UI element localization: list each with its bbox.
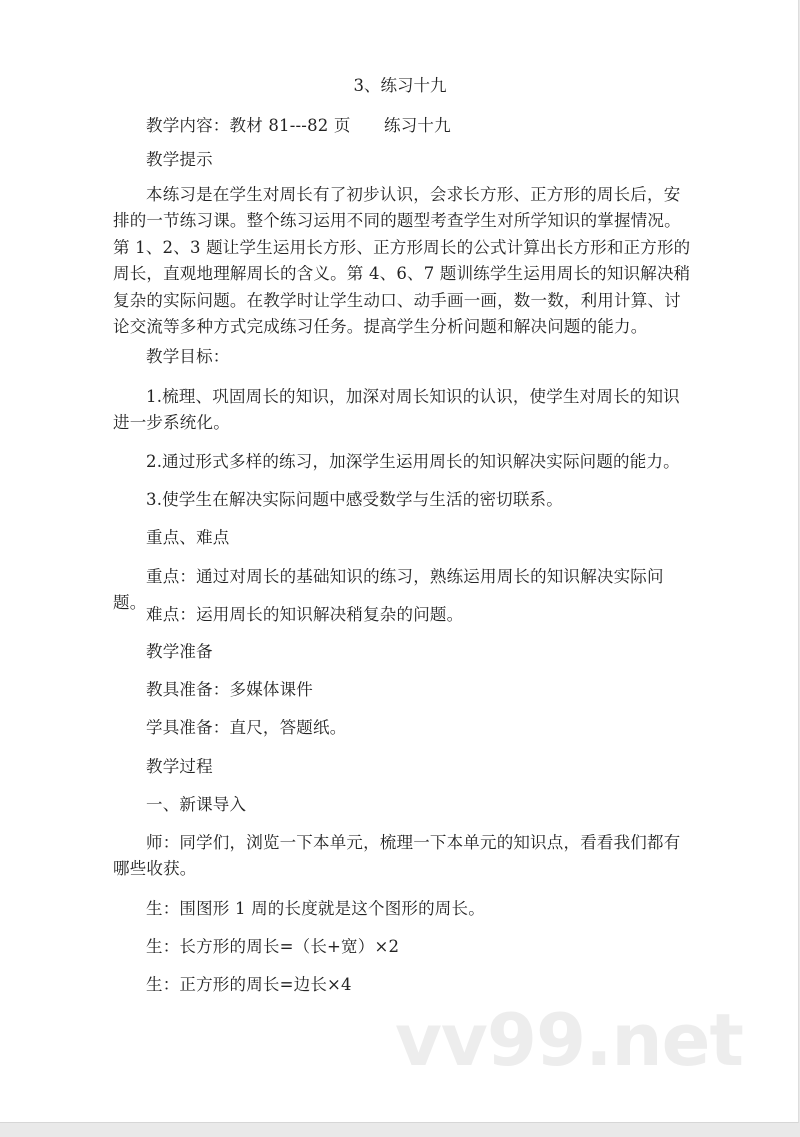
objective-3: 3.使学生在解决实际问题中感受数学与生活的密切联系。 (146, 490, 563, 509)
student-line-3: 生：正方形的周长=边长×4 (146, 975, 352, 994)
key-point: 重点：通过对周长的基础知识的练习，熟练运用周长的知识解决实际问题。 (113, 567, 664, 613)
teacher-line: 师：同学们，浏览一下本单元，梳理一下本单元的知识点，看看我们都有哪些收获。 (113, 833, 681, 879)
student-line-2: 生：长方形的周长=（长+宽）×2 (146, 937, 400, 956)
heading-key-points: 重点、难点 (146, 528, 230, 547)
teaching-content: 教学内容：教材 81---82 页 练习十九 (146, 116, 451, 135)
watermark: vv99.net (395, 998, 743, 1082)
teacher-tools: 教具准备：多媒体课件 (146, 680, 313, 699)
heading-teaching-tips: 教学提示 (146, 150, 213, 169)
objective-1: 1.梳理、巩固周长的知识，加深对周长知识的认识，使学生对周长的知识进一步系统化。 (113, 387, 680, 433)
difficult-point: 难点：运用周长的知识解决稍复杂的问题。 (146, 605, 464, 624)
section-intro: 一、新课导入 (146, 795, 247, 814)
objective-2: 2.通过形式多样的练习，加深学生运用周长的知识解决实际问题的能力。 (146, 452, 680, 471)
document-title: 3、练习十九 (353, 76, 447, 95)
student-tools: 学具准备：直尺，答题纸。 (146, 718, 347, 737)
student-line-1: 生：围图形 1 周的长度就是这个图形的周长。 (146, 899, 485, 918)
heading-preparation: 教学准备 (146, 642, 213, 661)
heading-objectives: 教学目标： (146, 347, 230, 366)
teaching-tips-body: 本练习是在学生对周长有了初步认识，会求长方形、正方形的周长后，安排的一节练习课。整个练习运用不同的题型考查学生对所学知识的掌握情况。第 1、2、3 题让学生运用长方形、正方形周长的公式计算出长方形和正方形的周长，直观地理解周长的含义。第 4、6、7 题训练学生运用周长的知识解决稍复杂的实际问题。在教学时让学生动口、动手画一画，数一数，利用计算、讨论交流等多种方式完成练习任务。提高学生分析问题和解决问题的能力。 (113, 185, 691, 337)
heading-process: 教学过程 (146, 757, 213, 776)
